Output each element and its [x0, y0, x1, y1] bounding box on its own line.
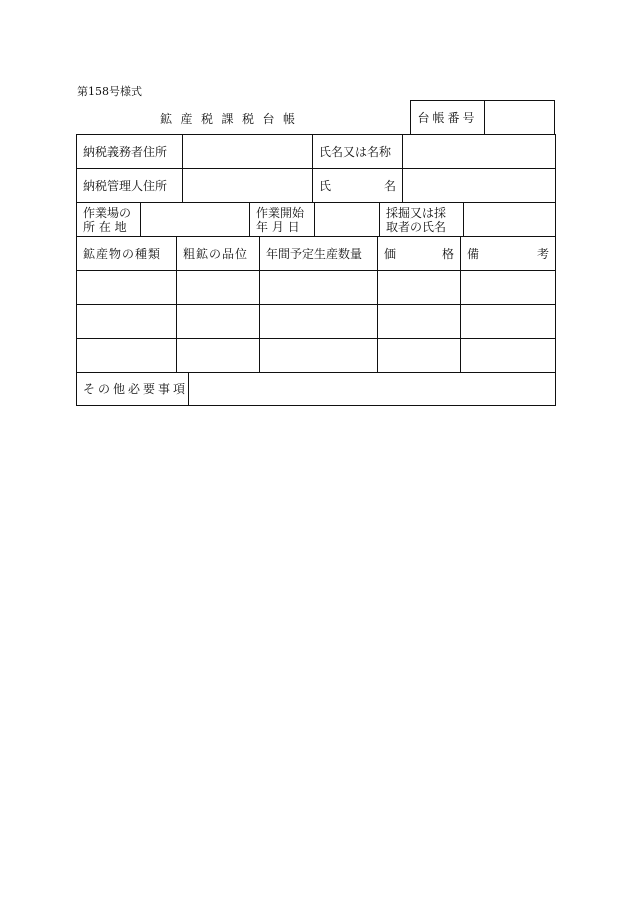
taxpayer-address-label: 納税義務者住所: [77, 135, 183, 168]
other-items-field[interactable]: [189, 373, 555, 405]
ore-grade-cell[interactable]: [177, 271, 260, 304]
mining-tax-ledger-table: [76, 134, 556, 406]
tax-manager-row: [77, 169, 555, 203]
worksite-label-line1: 作業場の: [83, 205, 132, 220]
work-start-date-label: [250, 203, 315, 236]
miner-label-line1: 採掘又は採: [386, 205, 447, 220]
ledger-number-label: 台帳番号: [411, 101, 485, 134]
manager-address-label: 納税管理人住所: [77, 169, 183, 202]
other-items-label: その他必要事項: [77, 373, 189, 405]
ore-grade-cell[interactable]: [177, 339, 260, 372]
miner-label-line2: 取者の氏名: [386, 219, 447, 234]
manager-name-label-b: 名: [383, 178, 396, 193]
annual-production-cell[interactable]: [260, 271, 378, 304]
remarks-header: [461, 237, 555, 270]
start-label-line1: 作業開始: [256, 205, 305, 220]
price-cell[interactable]: [378, 271, 461, 304]
remarks-cell[interactable]: [461, 339, 555, 372]
manager-name-field[interactable]: [403, 169, 555, 202]
taxpayer-name-label: 氏名又は名称: [313, 135, 403, 168]
manager-name-label: [313, 169, 403, 202]
remarks-header-b: 考: [536, 246, 549, 261]
ledger-number-box: [410, 100, 555, 134]
remarks-header-a: 備: [467, 246, 480, 261]
worksite-row: [77, 203, 555, 237]
price-header-b: 格: [441, 246, 454, 261]
mineral-type-header: 鉱産物の種類: [77, 237, 177, 270]
annual-production-header: 年間予定生産数量: [260, 237, 378, 270]
price-cell[interactable]: [378, 305, 461, 338]
worksite-label-line2: 所 在 地: [83, 219, 127, 234]
mineral-type-cell[interactable]: [77, 271, 177, 304]
work-start-date-field[interactable]: [315, 203, 380, 236]
price-cell[interactable]: [378, 339, 461, 372]
other-items-row: [77, 373, 555, 405]
table-row: [77, 339, 555, 373]
ledger-number-field[interactable]: [485, 101, 554, 134]
mineral-type-cell[interactable]: [77, 339, 177, 372]
worksite-location-field[interactable]: [141, 203, 250, 236]
ore-grade-cell[interactable]: [177, 305, 260, 338]
form-title: 鉱産税課税台帳: [160, 112, 304, 126]
taxpayer-address-field[interactable]: [183, 135, 313, 168]
table-row: [77, 271, 555, 305]
miner-name-field[interactable]: [464, 203, 555, 236]
mineral-type-cell[interactable]: [77, 305, 177, 338]
table-row: [77, 305, 555, 339]
ore-grade-header: 粗鉱の品位: [177, 237, 260, 270]
form-number: 第158号様式: [77, 85, 142, 98]
annual-production-cell[interactable]: [260, 339, 378, 372]
price-header: [378, 237, 461, 270]
miner-name-label: [380, 203, 464, 236]
manager-address-field[interactable]: [183, 169, 313, 202]
mineral-header-row: [77, 237, 555, 271]
taxpayer-row: [77, 135, 555, 169]
remarks-cell[interactable]: [461, 271, 555, 304]
start-label-line2: 年 月 日: [256, 219, 300, 234]
annual-production-cell[interactable]: [260, 305, 378, 338]
price-header-a: 価: [384, 246, 397, 261]
taxpayer-name-field[interactable]: [403, 135, 555, 168]
remarks-cell[interactable]: [461, 305, 555, 338]
worksite-location-label: [77, 203, 141, 236]
manager-name-label-a: 氏: [319, 178, 332, 193]
